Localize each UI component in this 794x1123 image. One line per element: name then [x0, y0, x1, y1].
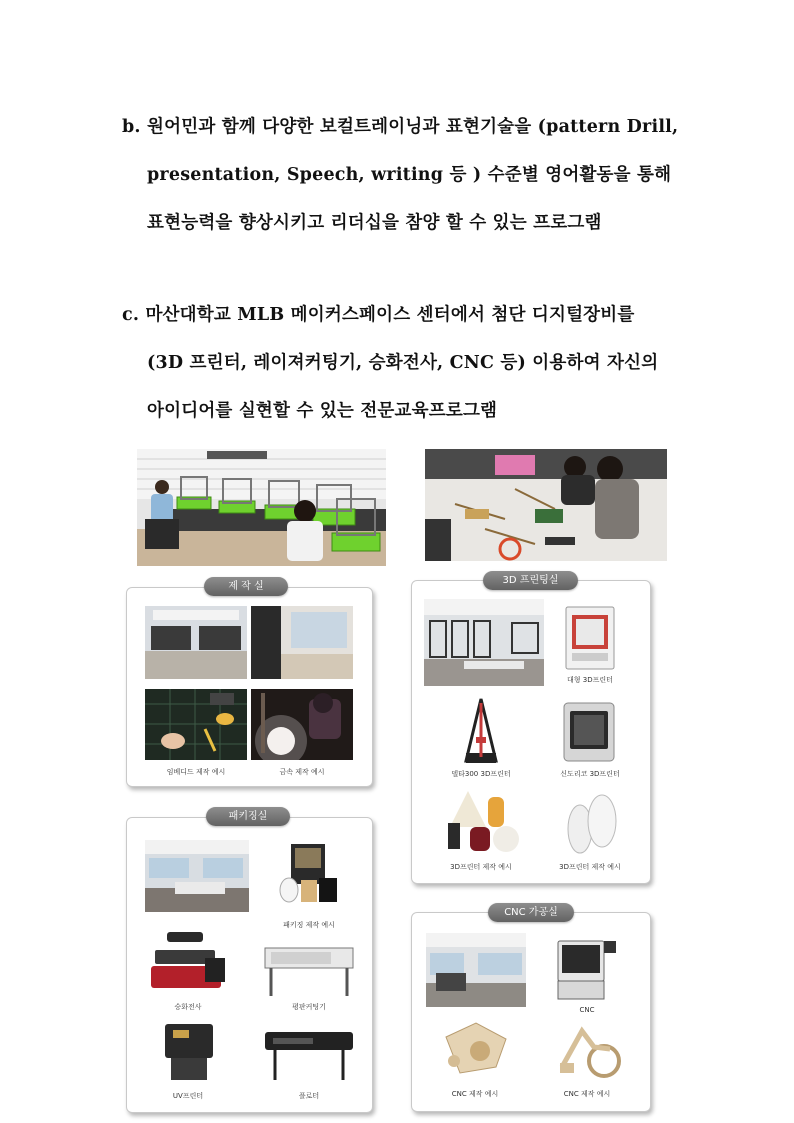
caption-packaging-example: 패키징 제작 예시	[283, 921, 335, 929]
cnc-machine-image	[554, 935, 620, 1001]
cnc-example-image-1	[436, 1017, 514, 1083]
flatbed-cutter-image	[261, 942, 357, 998]
caption-plotter: 플로터	[298, 1092, 320, 1100]
paragraph-c-line-1: c. 마산대학교 MLB 메이커스페이스 센터에서 첨단 디지털장비를	[122, 305, 635, 325]
caption-cnc-example-2: CNC 제작 예시	[563, 1090, 611, 1098]
panel-3d-printing-room	[411, 580, 651, 884]
packaging-room-photo	[145, 840, 249, 912]
panel-title-packaging: 패키징실	[206, 807, 290, 826]
fabrication-room-photo-1	[145, 606, 247, 679]
paragraph-c-line-2: (3D 프린터, 레이져커팅기, 승화전사, CNC 등) 이용하여 자신의	[147, 353, 659, 373]
panel-cnc-room	[411, 912, 651, 1112]
packaging-example-image	[277, 840, 341, 906]
caption-sindoh-3d-printer: 신도리코 3D프린터	[560, 770, 620, 778]
caption-uv-printer: UV프린터	[172, 1092, 204, 1100]
makerspace-lab-photo	[137, 449, 386, 566]
caption-sublimation: 승화전사	[174, 1003, 202, 1011]
paragraph-c-line-3: 아이디어를 실현할 수 있는 전문교육프로그램	[147, 401, 498, 421]
students-soldering-photo	[425, 449, 667, 561]
caption-delta-3d-printer: 델타300 3D프린터	[451, 770, 511, 778]
3d-print-example-image-1	[440, 787, 522, 857]
panel-title-3d-printing: 3D 프린팅실	[483, 571, 578, 590]
panel-title-fabrication: 제 작 실	[204, 577, 288, 596]
panel-fabrication-room	[126, 587, 373, 787]
caption-3d-print-example-2: 3D프린터 제작 예시	[559, 863, 621, 871]
paragraph-b-line-1: b. 원어민과 함께 다양한 보컬트레이닝과 표현기술을 (pattern Drill,	[122, 117, 679, 137]
cnc-room-photo	[426, 933, 526, 1007]
heat-press-image	[147, 928, 229, 998]
plotter-image	[263, 1028, 355, 1082]
paragraph-c	[122, 303, 762, 423]
caption-cnc-example-1: CNC 제작 예시	[451, 1090, 499, 1098]
paragraph-b-line-2: presentation, Speech, writing 등 ) 수준별 영어활동을 통해	[147, 165, 672, 185]
cnc-example-image-2	[552, 1017, 622, 1081]
panel-packaging-room	[126, 817, 373, 1113]
metal-work-photo	[251, 689, 353, 760]
caption-cnc: CNC	[579, 1006, 595, 1014]
caption-flatbed-cutter: 평판커팅기	[292, 1003, 326, 1011]
embedded-work-photo	[145, 689, 247, 760]
uv-printer-image	[161, 1022, 217, 1084]
paragraph-b	[122, 115, 762, 235]
paragraph-b-line-3: 표현능력을 향상시키고 리더십을 참양 할 수 있는 프로그램	[147, 213, 602, 233]
caption-3d-print-example-1: 3D프린터 제작 예시	[450, 863, 512, 871]
panel-title-cnc: CNC 가공실	[488, 903, 574, 922]
caption-embedded-example: 임베디드 제작 예시	[166, 768, 226, 776]
3d-print-example-image-2	[560, 791, 620, 857]
large-3d-printer-image	[562, 605, 618, 671]
caption-large-3d-printer: 대형 3D프린터	[567, 676, 613, 684]
delta-3d-printer-image	[462, 697, 500, 765]
3d-printing-room-photo	[424, 599, 544, 686]
fabrication-room-photo-2	[251, 606, 353, 679]
caption-metal-example: 금속 제작 예시	[279, 768, 325, 776]
sindoh-3d-printer-image	[562, 701, 616, 763]
